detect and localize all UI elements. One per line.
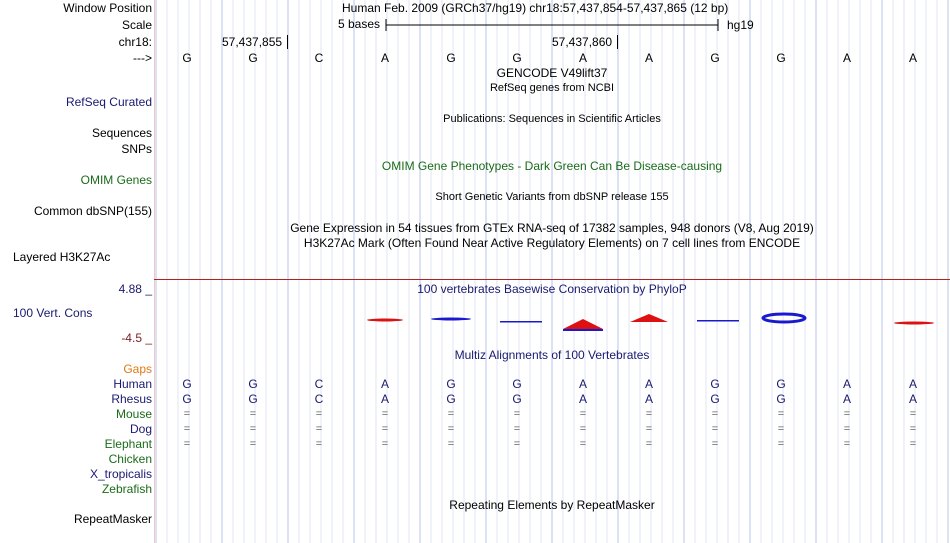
reference-base: C bbox=[314, 51, 324, 65]
phylop-g-logo bbox=[763, 314, 805, 322]
gaps-label[interactable]: Gaps bbox=[123, 362, 152, 376]
alignment-base: = bbox=[183, 423, 191, 435]
reference-base: A bbox=[842, 51, 851, 65]
alignment-base: = bbox=[249, 408, 257, 420]
alignment-base: G bbox=[776, 377, 786, 391]
publications-title[interactable]: Publications: Sequences in Scientific Articles bbox=[443, 113, 661, 125]
coord-2-tick bbox=[617, 35, 618, 49]
phylop-blue-mark-2 bbox=[500, 321, 542, 323]
species-label-human[interactable]: Human bbox=[113, 377, 152, 391]
alignment-base: A bbox=[842, 392, 851, 406]
alignment-base: = bbox=[711, 438, 719, 450]
common-dbsnp-label[interactable]: Common dbSNP(155) bbox=[33, 204, 152, 218]
reference-base: A bbox=[578, 51, 587, 65]
alignment-base: A bbox=[908, 392, 917, 406]
alignment-base: = bbox=[513, 423, 521, 435]
phylop-logo[interactable] bbox=[154, 308, 950, 332]
species-label-zebrafish[interactable]: Zebrafish bbox=[101, 482, 152, 496]
alignment-base: G bbox=[446, 377, 456, 391]
alignment-base: G bbox=[248, 377, 258, 391]
layered-h3k27ac-label[interactable]: Layered H3K27Ac bbox=[13, 250, 111, 264]
gencode-title[interactable]: GENCODE V49lift37 bbox=[496, 66, 608, 80]
scale-text: 5 bases bbox=[338, 17, 381, 31]
alignment-base: = bbox=[447, 423, 455, 435]
phylop-a-logo-2 bbox=[630, 314, 668, 322]
alignment-base: G bbox=[446, 392, 456, 406]
multiz-title[interactable]: Multiz Alignments of 100 Vertebrates bbox=[454, 348, 650, 362]
alignment-base: = bbox=[513, 438, 521, 450]
scale-label: Scale bbox=[121, 18, 152, 32]
reference-base: A bbox=[908, 51, 917, 65]
alignment-base: = bbox=[711, 423, 719, 435]
alignment-base: = bbox=[579, 438, 587, 450]
alignment-base: A bbox=[908, 377, 917, 391]
species-label-mouse[interactable]: Mouse bbox=[115, 407, 152, 421]
alignment-base: C bbox=[314, 392, 324, 406]
gtex-title[interactable]: Gene Expression in 54 tissues from GTEx RNA-seq of 17382 samples, 948 donors (V8, Aug 2019) bbox=[290, 221, 814, 235]
omim-title[interactable]: OMIM Gene Phenotypes - Dark Green Can Be Disease-causing bbox=[381, 159, 723, 173]
species-label-dog[interactable]: Dog bbox=[129, 422, 152, 436]
sequences-label[interactable]: Sequences bbox=[91, 126, 152, 140]
alignment-base: = bbox=[315, 408, 323, 420]
alignment-base: G bbox=[710, 377, 720, 391]
alignment-base: = bbox=[645, 423, 653, 435]
alignment-base: G bbox=[182, 392, 192, 406]
snps-label[interactable]: SNPs bbox=[121, 142, 152, 156]
alignment-base: = bbox=[843, 423, 851, 435]
h3k27ac-title[interactable]: H3K27Ac Mark (Often Found Near Active Regulatory Elements) on 7 cell lines from ENCODE bbox=[303, 236, 801, 250]
alignment-base: = bbox=[381, 438, 389, 450]
reference-base: G bbox=[248, 51, 258, 65]
refseq-curated-label[interactable]: RefSeq Curated bbox=[65, 95, 152, 109]
phylop-min: -4.5 _ bbox=[121, 331, 152, 345]
phylop-red-mark-1 bbox=[367, 319, 403, 322]
window-position-label: Window Position bbox=[63, 1, 152, 15]
alignment-base: A bbox=[578, 392, 587, 406]
reference-base: G bbox=[446, 51, 456, 65]
reference-base: G bbox=[512, 51, 522, 65]
alignment-base: G bbox=[182, 377, 192, 391]
reference-base: G bbox=[710, 51, 720, 65]
reference-base: A bbox=[644, 51, 653, 65]
reference-base: G bbox=[776, 51, 786, 65]
alignment-base: = bbox=[909, 423, 917, 435]
refseq-title[interactable]: RefSeq genes from NCBI bbox=[489, 82, 615, 94]
coord-1-tick bbox=[287, 35, 288, 49]
alignment-base: A bbox=[644, 392, 653, 406]
alignment-base: A bbox=[842, 377, 851, 391]
coord-2: 57,437,860 bbox=[552, 35, 613, 49]
phylop-title[interactable]: 100 vertebrates Basewise Conservation by PhyloP bbox=[417, 282, 687, 296]
strand-label: ---> bbox=[133, 51, 152, 65]
alignment-base: = bbox=[249, 438, 257, 450]
alignment-base: = bbox=[447, 438, 455, 450]
alignment-base: = bbox=[645, 438, 653, 450]
phylop-label[interactable]: 100 Vert. Cons bbox=[13, 306, 93, 320]
alignment-base: = bbox=[183, 408, 191, 420]
reference-base: G bbox=[182, 51, 192, 65]
alignment-base: C bbox=[314, 377, 324, 391]
alignment-base: = bbox=[711, 408, 719, 420]
reference-base: A bbox=[380, 51, 389, 65]
repeatmasker-title[interactable]: Repeating Elements by RepeatMasker bbox=[449, 498, 655, 512]
alignment-base: = bbox=[381, 423, 389, 435]
omim-genes-label[interactable]: OMIM Genes bbox=[80, 173, 152, 187]
species-label-elephant[interactable]: Elephant bbox=[104, 437, 152, 451]
alignment-base: = bbox=[579, 408, 587, 420]
alignment-base: A bbox=[644, 377, 653, 391]
alignment-base: = bbox=[513, 408, 521, 420]
species-label-rhesus[interactable]: Rhesus bbox=[111, 392, 152, 406]
phylop-blue-mark-1 bbox=[431, 318, 471, 321]
phylop-blue-mark-3 bbox=[697, 320, 739, 322]
alignment-base: A bbox=[578, 377, 587, 391]
alignment-base: = bbox=[645, 408, 653, 420]
alignment-base: = bbox=[447, 408, 455, 420]
alignment-base: = bbox=[909, 408, 917, 420]
alignment-base: = bbox=[777, 438, 785, 450]
alignment-base: G bbox=[512, 377, 522, 391]
phylop-red-mark-2 bbox=[894, 322, 934, 325]
alignment-base: G bbox=[710, 392, 720, 406]
alignment-base: G bbox=[248, 392, 258, 406]
alignment-base: = bbox=[249, 423, 257, 435]
dbsnp-title[interactable]: Short Genetic Variants from dbSNP release 155 bbox=[435, 191, 669, 203]
alignment-base: = bbox=[843, 408, 851, 420]
species-label-x_tropicalis[interactable]: X_tropicalis bbox=[89, 467, 152, 481]
alignment-base: = bbox=[315, 438, 323, 450]
alignment-base: = bbox=[843, 438, 851, 450]
scale-bar bbox=[384, 17, 720, 33]
alignment-base: = bbox=[909, 438, 917, 450]
track-divider bbox=[154, 279, 950, 280]
alignment-base: A bbox=[380, 377, 389, 391]
coord-1: 57,437,855 bbox=[222, 35, 283, 49]
species-label-chicken[interactable]: Chicken bbox=[108, 452, 152, 466]
alignment-base: = bbox=[777, 408, 785, 420]
alignment-base: A bbox=[380, 392, 389, 406]
alignment-base: = bbox=[579, 423, 587, 435]
label-separator bbox=[154, 0, 155, 543]
alignment-base: = bbox=[315, 423, 323, 435]
phylop-a-logo-1 bbox=[563, 319, 603, 331]
scale-assembly: hg19 bbox=[727, 18, 754, 32]
alignment-base: = bbox=[183, 438, 191, 450]
alignment-base: G bbox=[512, 392, 522, 406]
alignment-base: G bbox=[776, 392, 786, 406]
window-position-text: Human Feb. 2009 (GRCh37/hg19) chr18:57,437,854-57,437,865 (12 bp) bbox=[342, 1, 729, 15]
chrom-label: chr18: bbox=[118, 35, 152, 49]
repeatmasker-label[interactable]: RepeatMasker bbox=[73, 512, 152, 526]
phylop-max: 4.88 _ bbox=[118, 282, 152, 296]
alignment-base: = bbox=[777, 423, 785, 435]
alignment-base: = bbox=[381, 408, 389, 420]
